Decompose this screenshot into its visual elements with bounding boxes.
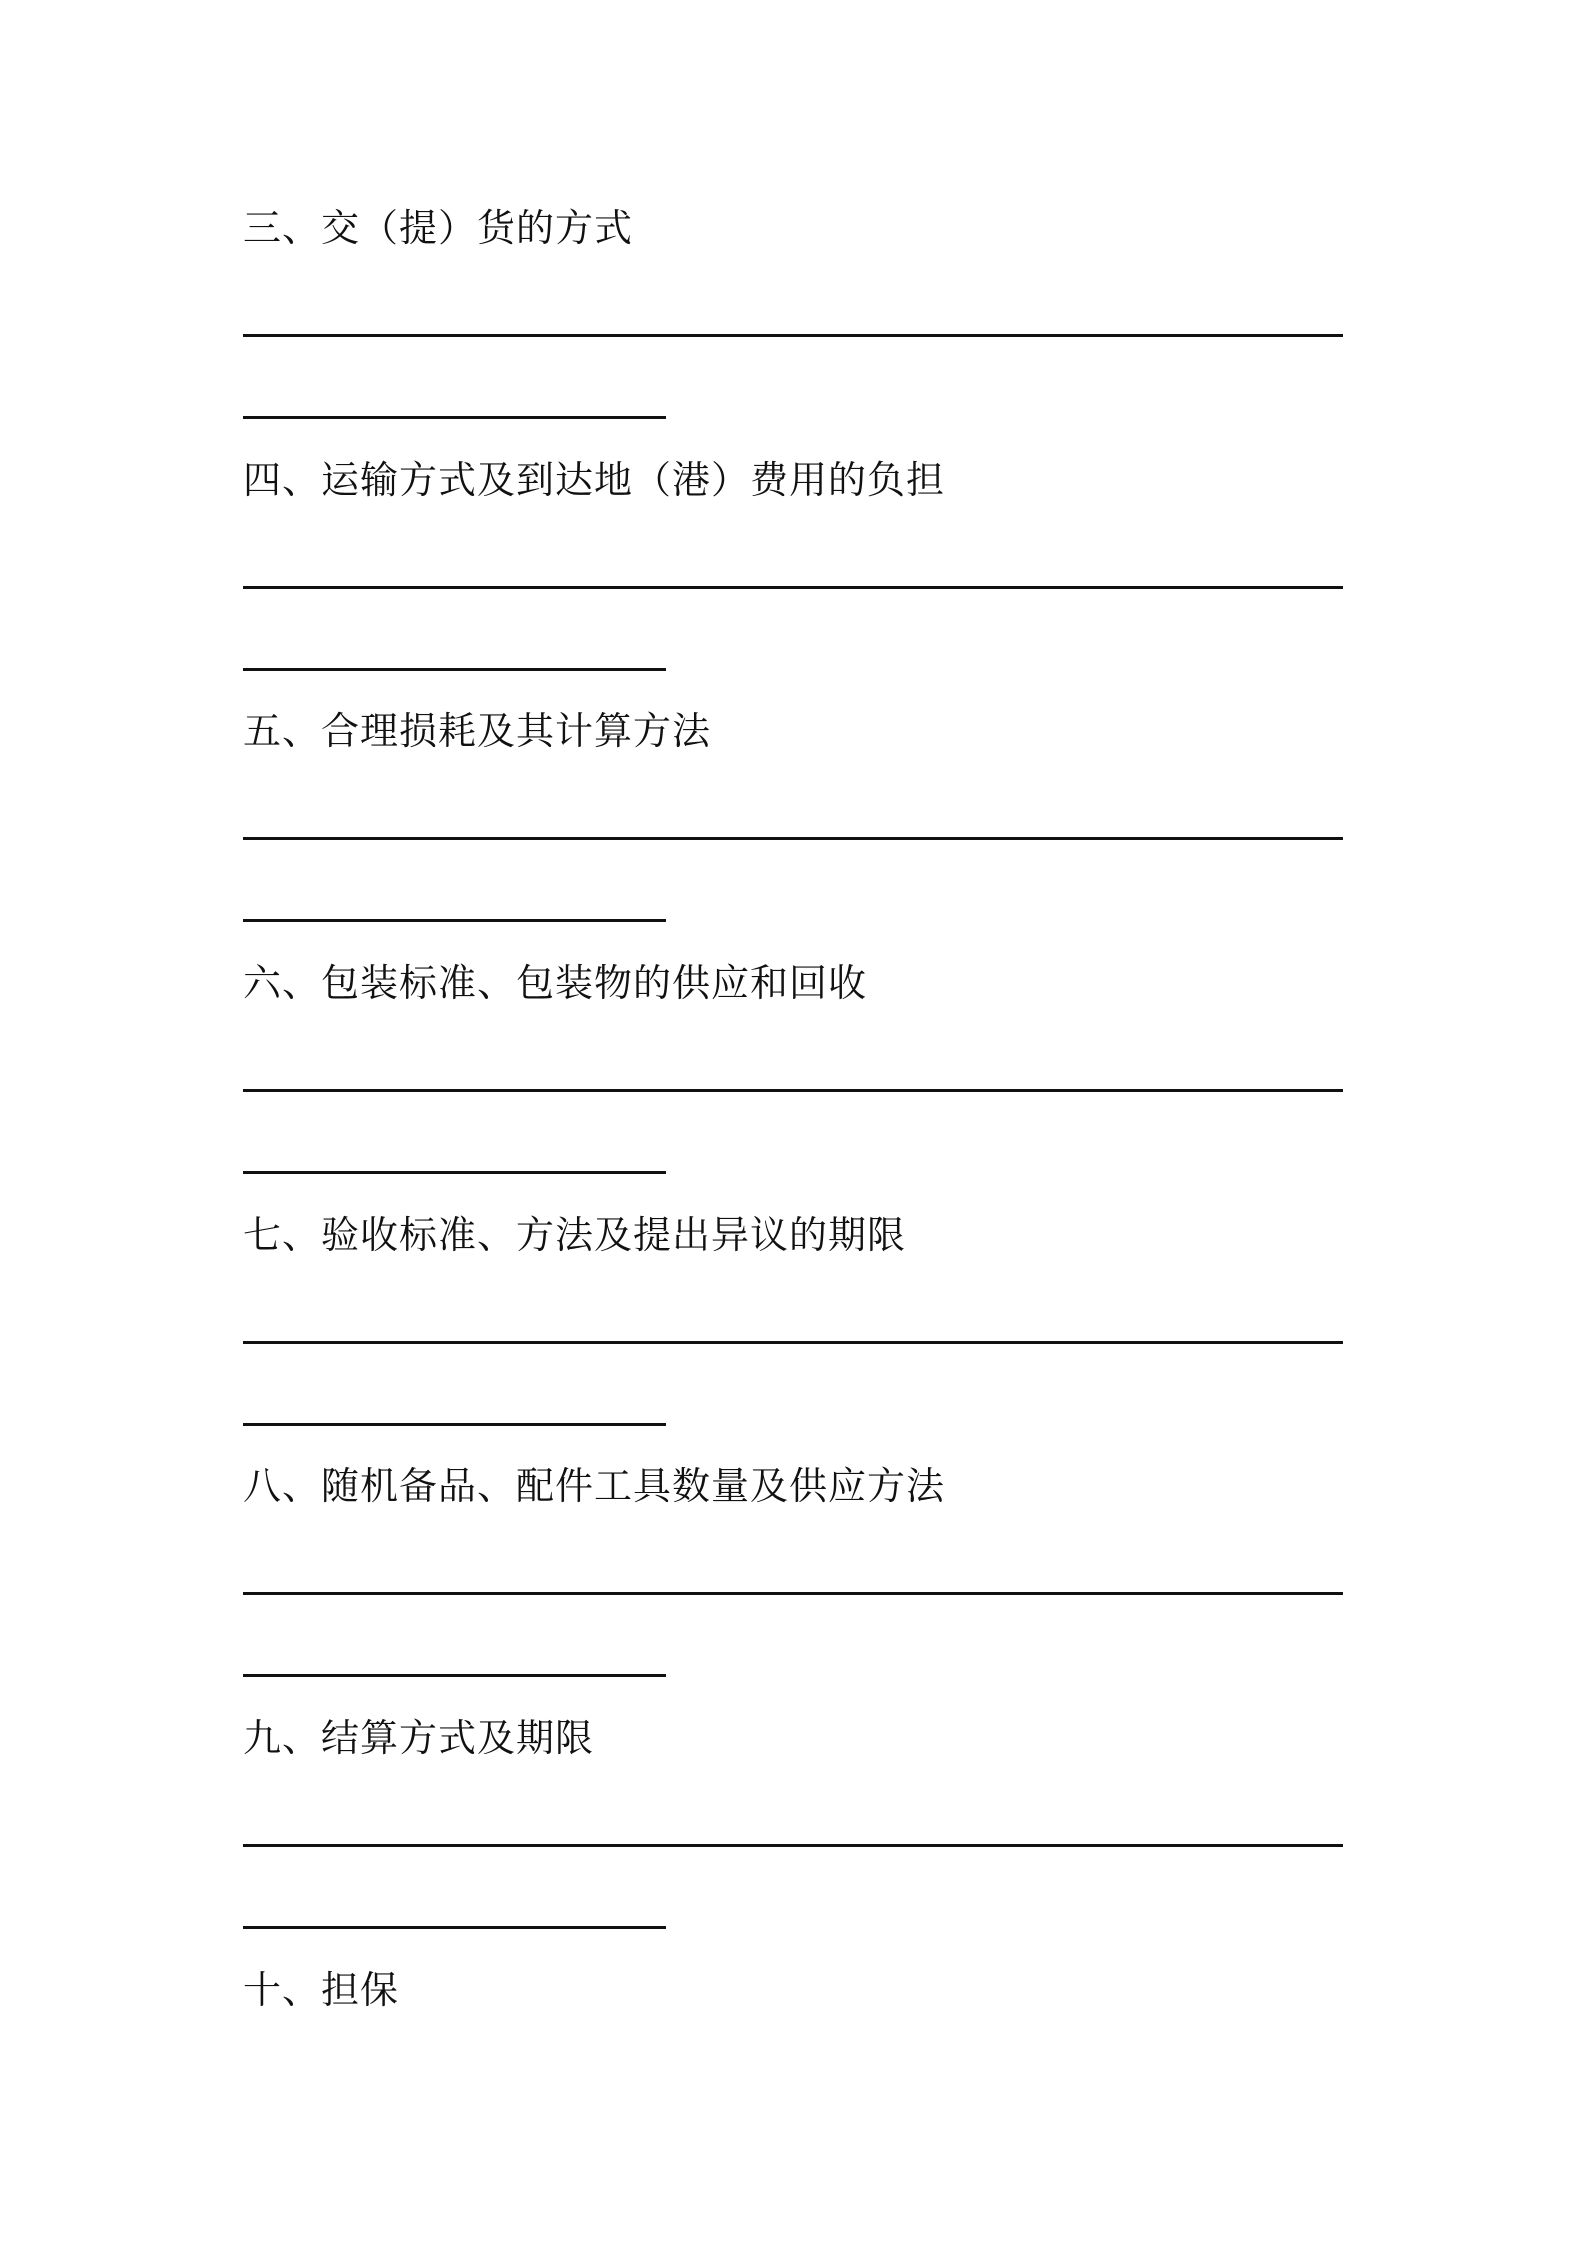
section-heading: 六、包装标准、包装物的供应和回收 xyxy=(243,961,868,1005)
section-heading: 四、运输方式及到达地（港）费用的负担 xyxy=(243,458,946,502)
blank-line-long xyxy=(243,837,1343,840)
blank-line-long xyxy=(243,1844,1343,1847)
blank-line-long xyxy=(243,1592,1343,1595)
section-heading: 九、结算方式及期限 xyxy=(243,1716,595,1760)
section-heading: 八、随机备品、配件工具数量及供应方法 xyxy=(243,1464,946,1508)
blank-line-long xyxy=(243,1089,1343,1092)
blank-line-long xyxy=(243,1341,1343,1344)
blank-line-long xyxy=(243,334,1343,337)
section-heading: 七、验收标准、方法及提出异议的期限 xyxy=(243,1213,907,1257)
blank-line-short xyxy=(243,1674,666,1677)
blank-line-short xyxy=(243,1926,666,1929)
blank-line-short xyxy=(243,1171,666,1174)
blank-line-short xyxy=(243,668,666,671)
blank-line-short xyxy=(243,416,666,419)
section-heading: 五、合理损耗及其计算方法 xyxy=(243,709,712,753)
section-heading: 三、交（提）货的方式 xyxy=(243,206,634,250)
blank-line-short xyxy=(243,919,666,922)
blank-line-long xyxy=(243,586,1343,589)
blank-line-short xyxy=(243,1423,666,1426)
section-heading: 十、担保 xyxy=(243,1968,400,2012)
